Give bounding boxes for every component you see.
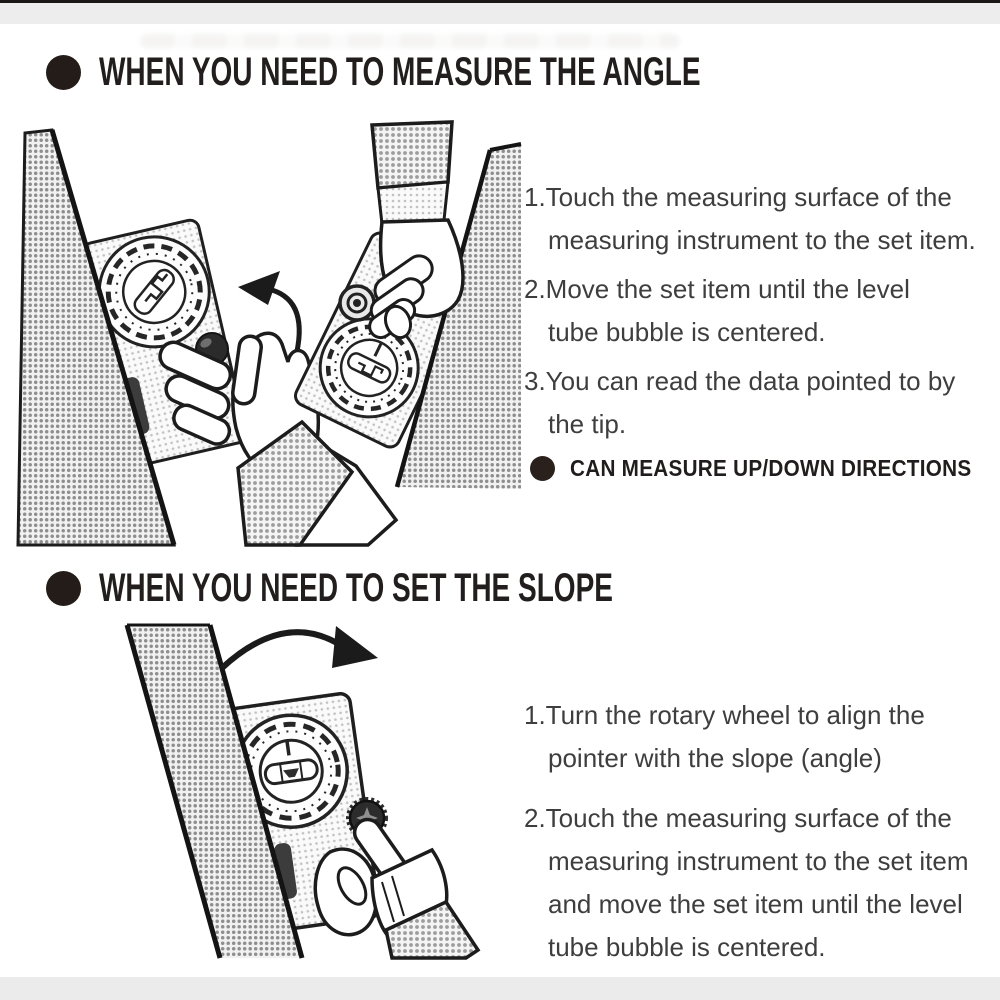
up-down-directions-callout: [530, 455, 1000, 482]
step-2: [524, 797, 969, 969]
bottom-gray-band: [0, 977, 1000, 1000]
step-line: 1.Turn the rotary wheel to align the: [524, 700, 925, 730]
step-line: 2.Move the set item until the level: [524, 274, 910, 304]
step-3: [524, 360, 976, 446]
measure-angle-steps: [524, 176, 976, 452]
step-line: 2.Touch the measuring surface of the: [524, 803, 952, 833]
section-title: WHEN YOU NEED TO SET THE SLOPE: [99, 566, 613, 610]
section-set-slope-header: [46, 566, 833, 610]
bullet-dot-icon: [46, 55, 81, 90]
step-line: measuring instrument to the set item: [548, 846, 969, 876]
hand-b: [365, 122, 463, 342]
step-line: 3.You can read the data pointed to by: [524, 366, 956, 396]
step-line: pointer with the slope (angle): [548, 743, 882, 773]
figure-measure-angle-right: [292, 122, 521, 489]
bullet-dot-icon: [530, 456, 555, 481]
turn-arrow-c: [222, 626, 378, 668]
step-1: [524, 176, 976, 262]
callout-text: CAN MEASURE UP/DOWN DIRECTIONS: [570, 455, 972, 481]
sleeve-b: [372, 122, 452, 188]
rotary-knob-b: [340, 286, 374, 320]
step-line: 1.Touch the measuring surface of the: [524, 182, 952, 212]
step-1: [524, 694, 969, 780]
step-line: the tip.: [548, 409, 627, 439]
step-2: [524, 268, 976, 354]
step-line: tube bubble is centered.: [548, 932, 826, 962]
step-line: and move the set item until the level: [548, 889, 963, 919]
figure-set-slope: [127, 625, 478, 958]
step-line: measuring instrument to the set item.: [548, 225, 976, 255]
step-line: tube bubble is centered.: [548, 317, 826, 347]
bullet-dot-icon: [46, 571, 81, 606]
section-title: WHEN YOU NEED TO MEASURE THE ANGLE: [99, 50, 701, 94]
set-slope-steps: [524, 694, 969, 986]
section-measure-angle-header: [46, 50, 958, 94]
cuff-b: [378, 182, 448, 224]
